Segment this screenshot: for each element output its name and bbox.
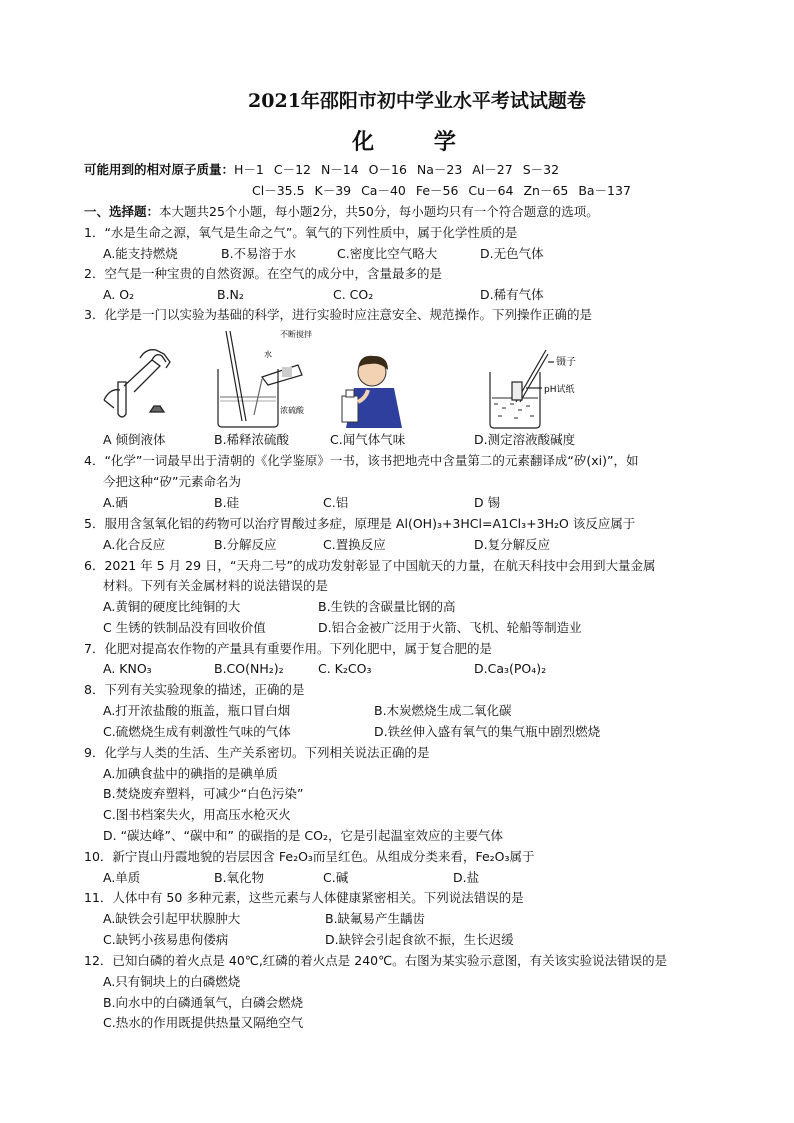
q8-option-a: A.打开浓盐酸的瓶盖，瓶口冒白烟 <box>103 703 291 718</box>
q1-option-b: B.不易溶于水 <box>221 246 297 261</box>
q3-option-a: A 倾倒液体 <box>103 432 166 447</box>
q2-option-d: D.稀有气体 <box>480 287 544 302</box>
q6-option-d: D.铝合金被广泛用于火箭、飞机、轮船等制造业 <box>318 620 582 635</box>
q5-option-d: D.复分解反应 <box>474 537 551 552</box>
figure-d-measuring-ph <box>486 348 598 432</box>
q11-option-b: B.缺氟易产生龋齿 <box>325 911 426 926</box>
q3-option-b: B.稀释浓硫酸 <box>214 432 290 447</box>
figure-b-label-stir: 不断搅拌 <box>280 330 312 339</box>
figure-d-label-ph-paper: pH试纸 <box>544 385 575 395</box>
q2-option-b: B.N₂ <box>217 287 244 302</box>
q6-option-b: B.生铁的含碳量比钢的高 <box>318 599 456 614</box>
q10-option-c: C.碱 <box>323 870 349 885</box>
q8-option-b: B.木炭燃烧生成二氧化碳 <box>374 703 512 718</box>
subject-title: 化 学 <box>352 129 482 155</box>
q12-option-a: A.只有铜块上的白磷燃烧 <box>103 974 241 989</box>
q7-option-a: A. KNO₃ <box>103 661 152 676</box>
q7-option-c: C. K₂CO₃ <box>318 661 372 676</box>
q7-option-d: D.Ca₃(PO₄)₂ <box>474 661 547 676</box>
q4-option-a: A.硒 <box>103 495 128 510</box>
page-title: 2021年邵阳市初中学业水平考试试题卷 <box>248 90 586 112</box>
q12-option-b: B.向水中的白磷通氧气，白磷会燃烧 <box>103 995 304 1010</box>
q4-stem-line-2: 今把这种“矽”元素命名为 <box>103 474 241 489</box>
q1-option-d: D.无色气体 <box>480 246 544 261</box>
q9-option-b: B.焚烧废弃塑料，可减少“白色污染” <box>103 786 304 801</box>
q11-option-a: A.缺铁会引起甲状腺肿大 <box>103 911 241 926</box>
q9-option-d: D. “碳达峰”、“碳中和” 的碳指的是 CO₂，它是引起温室效应的主要气体 <box>103 828 504 843</box>
q9-stem: 9．化学与人类的生活、生产关系密切。下列相关说法正确的是 <box>84 745 430 760</box>
q4-option-c: C.铝 <box>323 495 349 510</box>
q5-stem: 5．服用含氢氧化铝的药物可以治疗胃酸过多症，原理是 Al(OH)₃+3HCl=A1Cl₃+3H₂O 该反应属于 <box>84 516 636 531</box>
q12-option-c: C.热水的作用既提供热量又隔绝空气 <box>103 1015 304 1030</box>
figure-c-smelling-gas <box>340 352 406 428</box>
section-header <box>84 204 599 220</box>
q7-option-b: B.CO(NH₂)₂ <box>214 661 284 676</box>
q6-option-c: C 生锈的铁制品没有回收价值 <box>103 620 266 635</box>
q8-option-d: D.铁丝伸入盛有氧气的集气瓶中剧烈燃烧 <box>374 724 601 739</box>
q1-stem: 1．“水是生命之源，氧气是生命之气”。氧气的下列性质中，属于化学性质的是 <box>84 225 518 240</box>
section-instructions: 本大题共25个小题，每小题2分，共50分，每小题均只有一个符合题意的选项。 <box>159 204 599 219</box>
q12-stem: 12．已知白磷的着火点是 40℃,红磷的着火点是 240℃。右图为某实验示意图，有关该实验说法错误的是 <box>84 953 668 968</box>
atomic-mass-line-1 <box>84 162 559 178</box>
q6-stem-line-2: 材料。下列有关金属材料的说法错误的是 <box>103 578 329 593</box>
atomic-mass-row-1: H－1 C－12 N－14 O－16 Na－23 Al－27 S－32 <box>234 162 560 177</box>
figure-d-label-tweezers: 镊子 <box>556 357 576 368</box>
atomic-mass-label: 可能用到的相对原子质量： <box>84 162 235 177</box>
figure-a-pouring-liquid <box>100 342 180 426</box>
q3-stem: 3．化学是一门以实验为基础的科学，进行实验时应注意安全、规范操作。下列操作正确的是 <box>84 307 592 322</box>
q10-stem: 10．新宁崀山丹霞地貌的岩层因含 Fe₂O₃而呈红色。从组成分类来看，Fe₂O₃属于 <box>84 849 535 864</box>
q8-option-c: C.硫燃烧生成有刺激性气味的气体 <box>103 724 291 739</box>
q10-option-b: B.氧化物 <box>214 870 265 885</box>
q10-option-a: A.单质 <box>103 870 141 885</box>
q6-option-a: A.黄铜的硬度比纯铜的大 <box>103 599 241 614</box>
q2-option-c: C. CO₂ <box>333 287 374 302</box>
q10-option-d: D.盐 <box>453 870 480 885</box>
q11-option-c: C.缺钙小孩易患佝偻病 <box>103 932 229 947</box>
atomic-mass-row-2: Cl－35.5 K－39 Ca－40 Fe－56 Cu－64 Zn－65 Ba－137 <box>252 183 631 198</box>
q3-option-d: D.测定溶液酸碱度 <box>474 432 576 447</box>
q2-option-a: A. O₂ <box>103 287 135 302</box>
q1-option-c: C.密度比空气略大 <box>337 246 438 261</box>
figure-b-label-water: 水 <box>264 350 272 359</box>
figure-b-diluting-acid <box>208 327 320 431</box>
q4-stem-line-1: 4．“化学”一词最早出于清朝的《化学鉴原》一书，该书把地壳中含量第二的元素翻译成“矽(xi)”，如 <box>84 453 639 468</box>
q6-stem-line-1: 6．2021 年 5 月 29 日，“天舟二号”的成功发射彰显了中国航天的力量，在航天科技中会用到大量金属 <box>84 558 656 573</box>
q5-option-b: B.分解反应 <box>214 537 277 552</box>
q4-option-b: B.硅 <box>214 495 240 510</box>
q2-stem: 2．空气是一种宝贵的自然资源。在空气的成分中，含量最多的是 <box>84 266 442 281</box>
figure-b-label-acid: 浓硫酸 <box>280 406 304 415</box>
q11-option-d: D.缺锌会引起食欲不振，生长迟缓 <box>325 932 514 947</box>
q5-option-c: C.置换反应 <box>323 537 386 552</box>
q9-option-a: A.加碘食盐中的碘指的是碘单质 <box>103 766 278 781</box>
q5-option-a: A.化合反应 <box>103 537 166 552</box>
q7-stem: 7．化肥对提高农作物的产量具有重要作用。下列化肥中，属于复合肥的是 <box>84 641 492 656</box>
q8-stem: 8．下列有关实验现象的描述，正确的是 <box>84 682 305 697</box>
section-label: 一、选择题： <box>84 204 160 219</box>
q9-option-c: C.图书档案失火，用高压水枪灭火 <box>103 807 291 822</box>
q1-option-a: A.能支持燃烧 <box>103 246 178 261</box>
q3-option-c: C.闻气体气味 <box>330 432 406 447</box>
q4-option-d: D 锡 <box>474 495 501 510</box>
q11-stem: 11．人体中有 50 多种元素，这些元素与人体健康紧密相关。下列说法错误的是 <box>84 890 524 905</box>
